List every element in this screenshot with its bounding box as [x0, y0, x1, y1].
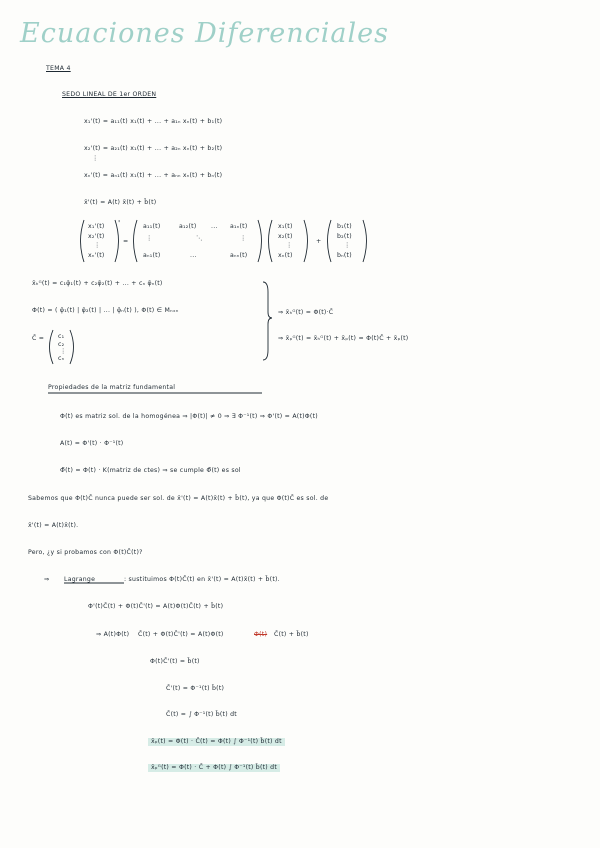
c-vector-4: cₙ	[58, 355, 65, 362]
matrix-xt-2: x₂(t)	[278, 233, 293, 240]
lagrange-step-2c: C̄(t) + b̄(t)	[274, 631, 309, 638]
matrix-a-ndots: ...	[190, 252, 197, 259]
matrix-equals: =	[123, 238, 129, 245]
matrix-xt-4: xₙ(t)	[278, 252, 293, 259]
lagrange-arrow: ⇒	[44, 576, 50, 583]
implication-general: ⇒ x̄ₚᴳ(t) = x̄ₕᴳ(t) + x̄ₚ(t) = Φ(t)C̄ + x̄ₚ(t)	[278, 335, 409, 342]
lagrange-step-2b: C̄(t) + Φ(t)C̄'(t) = A(t)Φ(t)	[138, 631, 224, 638]
matrix-x-3: ⋮	[94, 242, 101, 249]
lagrange-cancelled-term: Φ(t)	[254, 631, 268, 638]
vector-form-eq: x̄'(t) = A(t) x̄(t) + b̄(t)	[84, 199, 157, 206]
matrix-a-11: a₁₁(t)	[143, 223, 161, 230]
property-1: Φ(t) es matriz sol. de la homogénea ⇒ |Φ(t)| ≠ 0 ⇒ ∃ Φ⁻¹(t) ⇒ Φ'(t) = A(t)Φ(t)	[60, 413, 318, 420]
lagrange-step-3: Φ(t)C̄'(t) = b̄(t)	[150, 658, 200, 665]
tema-label: TEMA 4	[46, 65, 71, 72]
implication-homogeneous: ⇒ x̄ₕᴳ(t) = Φ(t)·C̄	[278, 309, 334, 316]
lagrange-step-4: C̄'(t) = Φ⁻¹(t) b̄(t)	[166, 685, 225, 692]
matrix-a-nn: aₙₙ(t)	[230, 252, 248, 259]
fundamental-matrix-def: Φ(t) = ( φ̄₁(t) | φ̄₂(t) | ... | φ̄ₙ(t) ), Φ(t) ∈ Mₙₓₙ	[32, 307, 179, 314]
matrix-a-1n: a₁ₙ(t)	[230, 223, 248, 230]
section-heading-propiedades: Propiedades de la matriz fundamental	[48, 384, 176, 391]
system-eq-1: x₁'(t) = a₁₁(t) x₁(t) + ... + a₁ₙ xₙ(t) + b₁(t)	[84, 118, 223, 125]
matrix-a-vdots-2: ⋮	[240, 235, 247, 242]
matrix-a-dots: ...	[211, 223, 218, 230]
section-heading-sedo: SEDO LINEAL DE 1er ORDEN	[62, 91, 157, 98]
question-line: Pero, ¿y si probamos con Φ(t)C̄(t)?	[28, 549, 143, 556]
matrix-a-vdots-1: ⋮	[146, 235, 153, 242]
system-eq-n: xₙ'(t) = aₙ₁(t) x₁(t) + ... + aₙₙ xₙ(t) + bₙ(t)	[84, 172, 223, 179]
lagrange-step-5: C̄(t) = ∫ Φ⁻¹(t) b̄(t) dt	[166, 711, 237, 718]
matrix-b-3: ⋮	[344, 242, 351, 249]
prime-mark: '	[118, 219, 121, 228]
homogeneous-general-solution: x̄ₕᴳ(t) = c₁φ̄₁(t) + c₂φ̄₂(t) + ... + cₙ φ̄ₙ(t)	[32, 280, 163, 287]
property-4-line-1: Sabemos que Φ(t)C̄ nunca puede ser sol. de x̄'(t) = A(t)x̄(t) + b̄(t), ya que Φ(t)C̄ es sol. de	[28, 495, 329, 502]
matrix-b-2: b₂(t)	[337, 233, 352, 240]
matrix-a-n1: aₙ₁(t)	[143, 252, 161, 259]
matrix-x-1: x₁'(t)	[88, 223, 105, 230]
system-dots: ⋮	[92, 155, 99, 162]
general-solution-highlight: x̄ₚᴳ(t) = Φ(t) · C̄ + Φ(t) ∫ Φ⁻¹(t) b̄(t) dt	[148, 764, 280, 772]
lagrange-label: Lagrange	[64, 576, 96, 583]
lagrange-step-2a: ⇒ A(t)Φ(t)	[96, 631, 130, 638]
matrix-a-ddots: ⋱	[196, 235, 203, 242]
matrix-x-2: x₂'(t)	[88, 233, 105, 240]
system-eq-2: x₂'(t) = a₂₁(t) x₁(t) + ... + a₂ₙ xₙ(t) + b₂(t)	[84, 145, 223, 152]
c-vector-1: c₁	[58, 333, 65, 340]
matrix-a-12: a₁₂(t)	[179, 223, 197, 230]
c-vector-label: C̄ =	[32, 335, 45, 342]
matrix-xt-3: ⋮	[286, 242, 293, 249]
matrix-b-1: b₁(t)	[337, 223, 352, 230]
c-vector-3: ⋮	[60, 348, 67, 355]
matrix-b-4: bₙ(t)	[337, 252, 352, 259]
matrix-xt-1: x₁(t)	[278, 223, 293, 230]
matrix-plus: +	[316, 238, 322, 245]
matrix-x-4: xₙ'(t)	[88, 252, 105, 259]
page-title: Ecuaciones Diferenciales	[20, 18, 389, 49]
lagrange-text: : sustituimos Φ(t)C̄(t) en x̄'(t) = A(t)x̄(t) + b̄(t).	[124, 576, 280, 583]
lagrange-step-1: Φ'(t)C̄(t) + Φ(t)C̄'(t) = A(t)Φ(t)C̄(t) + b̄(t)	[88, 603, 224, 610]
c-vector-2: c₂	[58, 341, 65, 348]
property-2: A(t) = Φ'(t) · Φ⁻¹(t)	[60, 440, 124, 447]
property-4-line-2: x̄'(t) = A(t)x̄(t).	[28, 522, 79, 529]
property-3: Φ̃(t) = Φ(t) · K(matriz de ctes) ⇒ se cumple Φ̃(t) es sol	[60, 467, 241, 474]
particular-solution-highlight: x̄ₚ(t) = Φ(t) · C̄(t) = Φ(t) ∫ Φ⁻¹(t) b̄(t) dt	[148, 738, 285, 746]
